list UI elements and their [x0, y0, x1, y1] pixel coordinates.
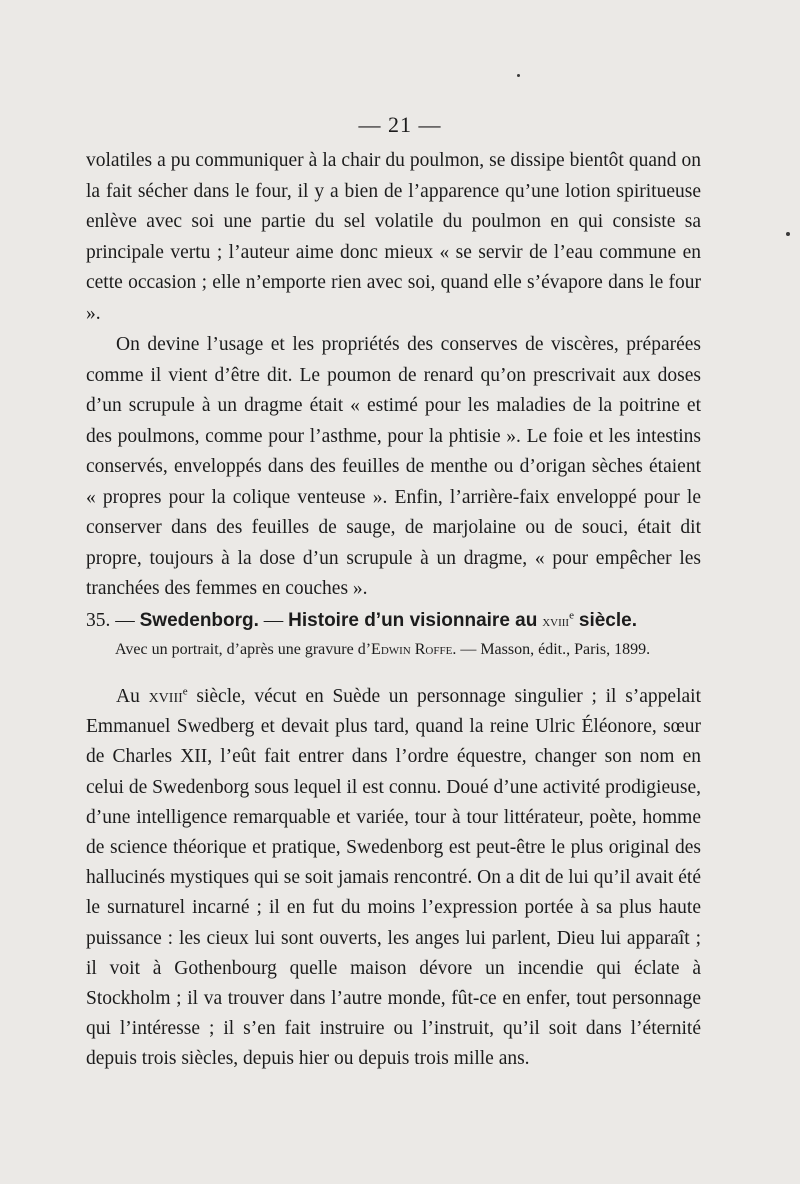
body-text: siècle, vécut en Suède un personnage singulier ; il s’appelait Emmanuel Swedberg et devait plus tard, quand la reine Ulric Éléonore, sœur de Charles XII, l’eût fait entrer dans l’ordre équestre, changer son nom en celui de Swedenborg sous lequel il est connu. Doué d’une activité prodigieuse, d’une intelligence remarquable et variée, tour à tour littérateur, poète, homme de science théorique et pratique, Swedenborg est peut-être le plus original des hallucinés mystiques qui se soit jamais rencontré. On a dit de lui qu’il avait été le surnaturel incarné ; il en fut du moins l’expression portée à sa plus haute puissance : les cieux lui sont ouverts, les anges lui parlent, Dieu lui apparaît ; il voit à Gothenbourg quelle maison dévore un incendie qui éclate à Stockholm ; il va trouver dans l’autre monde, fût-ce en enfer, tout personnage qui l’intéresse ; il s’en fait instruire ou l’instruit, qu’il soit dans l’éternité depuis trois siècles, depuis hier ou depuis trois mille ans.: [86, 686, 701, 1070]
citation-pre: Avec un portrait, d’après une gravure d’: [115, 641, 372, 658]
section-number: 35.: [86, 610, 111, 631]
paragraph-text: On devine l’usage et les propriétés des conserves de viscères, préparées comme il vient d’être dit. Le poumon de renard qu’on prescrivait aux doses d’un scrupule à un dragme était « estimé pour les maladies de la poitrine et des poulmons, comme pour l’asthme, pour la phtisie ». Le foie et les intestins conservés, enveloppés dans des feuilles de menthe ou d’origan sèches étaient « propres pour la colique venteuse ». Enfin, l’arrière-faix enveloppé pour le conserver dans des feuilles de sauge, de marjolaine ou de souci, était dit propre, toujours à la dose d’un scrupule à un dragme, « pour empêcher les tranchées des femmes en couches ».: [86, 334, 701, 599]
paragraph-text: [86, 682, 701, 1075]
paper-speck: [517, 74, 520, 77]
body-century: xviii: [148, 686, 183, 707]
paragraph-continuation: [86, 146, 701, 329]
paragraph-swedenborg: [86, 682, 701, 1075]
bibliographic-citation: [115, 638, 705, 662]
paragraph-text: volatiles a pu communiquer à la chair du poulmon, se dissipe bientôt quand on la fait sécher dans le four, il y a bien de l’apparence qu’une lotion spiritueuse enlève avec soi une partie du sel volatile du poulmon en qui consiste sa principale vertu ; l’auteur aime donc mieux « se servir de l’eau commune en cette occasion ; elle n’emporte rien avec soi, quand elle s’évapore dans le four ».: [86, 150, 701, 324]
section-name: Swedenborg.: [139, 610, 259, 631]
section-century: xviii: [542, 613, 570, 630]
citation-author: Edwin Roffe: [371, 641, 453, 658]
section-century-sup: e: [569, 609, 574, 622]
paragraph-conserves: [86, 330, 701, 605]
citation-post: . — Masson, édit., Paris, 1899.: [452, 641, 651, 658]
section-title: Histoire d’un visionnaire au: [288, 610, 538, 631]
heading-dash: —: [115, 610, 135, 631]
body-lead: Au: [116, 686, 140, 707]
heading-dash: —: [263, 610, 284, 631]
section-title-end: siècle.: [578, 610, 637, 631]
page-number: — 21 —: [358, 112, 442, 137]
paper-speck: [786, 232, 790, 236]
section-heading: [86, 606, 701, 637]
body-century-sup: e: [182, 685, 188, 698]
